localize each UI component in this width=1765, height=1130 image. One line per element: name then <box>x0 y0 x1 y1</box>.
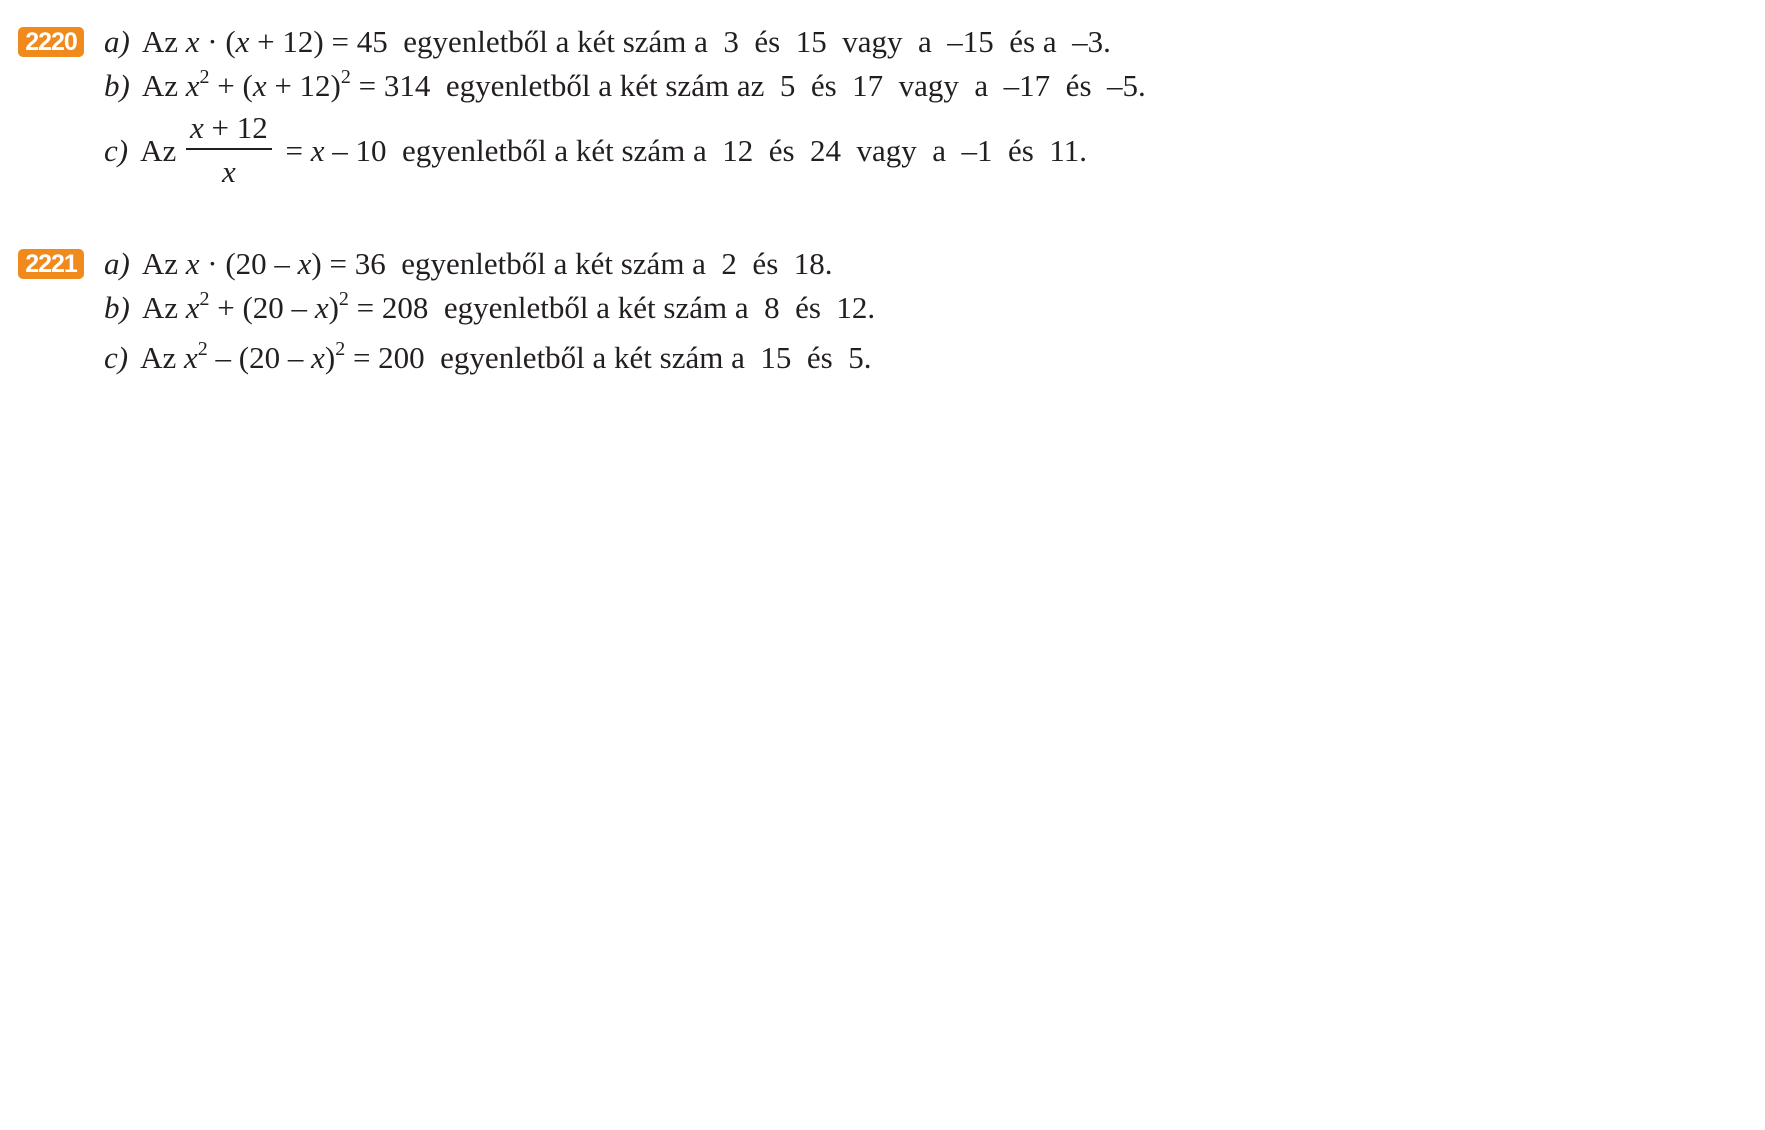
solution-text: egyenletből a két szám a 8 és 12. <box>443 290 876 325</box>
variable-x: x <box>184 340 198 375</box>
exponent: 2 <box>335 338 346 360</box>
az-word: Az <box>141 68 178 103</box>
item-label: b) <box>104 68 130 103</box>
item-label: c) <box>104 133 129 169</box>
solution-line-b <box>104 68 1146 104</box>
exponent: 2 <box>199 288 210 310</box>
az-word: Az <box>141 24 178 59</box>
variable-x: x <box>185 24 200 59</box>
variable-x: x <box>185 68 200 103</box>
variable-x: x <box>235 24 250 59</box>
variable-x: x <box>311 340 325 375</box>
exponent: 2 <box>338 288 349 310</box>
solution-text: egyenletből a két szám a 12 és 24 vagy a –1 és 11. <box>402 133 1087 169</box>
solution-line-c <box>104 110 1087 192</box>
solution-text: egyenletből a két szám a 2 és 18. <box>401 246 833 281</box>
exponent: 2 <box>197 338 208 360</box>
item-label: a) <box>104 24 130 59</box>
exponent: 2 <box>199 66 210 88</box>
solution-line-a <box>104 246 833 282</box>
equation: x · (20 – x) = 36 <box>185 246 386 281</box>
az-word: Az <box>140 340 177 375</box>
equation: x · (x + 12) = 45 <box>185 24 388 59</box>
solution-text: egyenletből a két szám a 3 és 15 vagy a –15 és a –3. <box>403 24 1111 59</box>
equation: $x^2 + (x + 12)^2 = 314$ <box>185 66 431 103</box>
equation: $x^2 + (20 - x)^2 = 208$ <box>185 288 429 325</box>
problem-number-badge: 2221 <box>18 249 84 279</box>
solution-text: egyenletből a két szám az 5 és 17 vagy a –17 és –5. <box>445 68 1146 103</box>
solution-text: egyenletből a két szám a 15 és 5. <box>440 340 872 375</box>
az-word: Az <box>141 290 178 325</box>
equation: = x – 10 <box>277 133 387 169</box>
item-label: c) <box>104 340 129 375</box>
az-word: Az <box>140 133 177 169</box>
fraction-numerator: x + 12 <box>186 112 272 150</box>
problem-number-badge: 2220 <box>18 27 84 57</box>
item-label: b) <box>104 290 130 325</box>
variable-x: x <box>314 290 329 325</box>
fraction-denominator: x <box>221 154 236 189</box>
solution-line-c <box>104 340 871 376</box>
solution-line-b <box>104 290 875 326</box>
variable-x: x <box>185 290 200 325</box>
variable-x: x <box>297 246 312 281</box>
variable-x: x <box>310 133 325 169</box>
solution-line-a <box>104 24 1111 60</box>
variable-x: x <box>252 68 267 103</box>
fraction <box>186 112 272 188</box>
equation: $x^2 - (20 - x)^2 = 200$ <box>184 338 425 375</box>
variable-x: x <box>185 246 200 281</box>
az-word: Az <box>141 246 178 281</box>
exponent: 2 <box>340 66 351 88</box>
item-label: a) <box>104 246 130 281</box>
